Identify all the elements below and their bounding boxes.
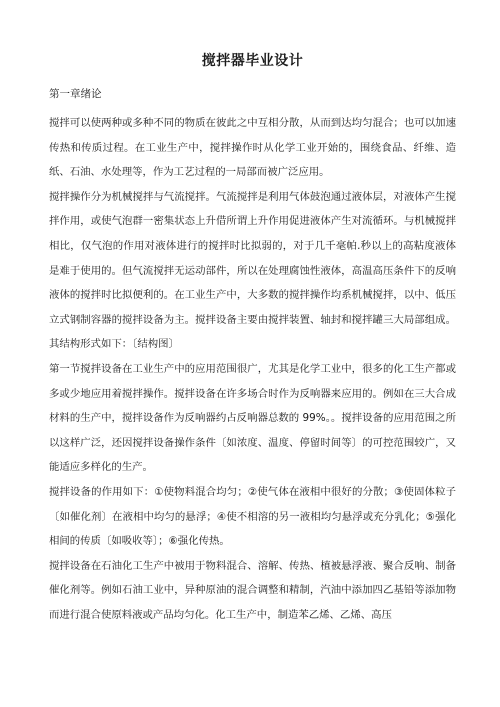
paragraph-intro: 搅拌可以使两种或多种不同的物质在彼此之中互相分散，从而到达均匀混合；也可以加速传热和传质过程。在工业生产中，搅拌操作时从化学工业开始的，围绕食品、纤维、造纸、石油、水处理等，作为工艺过程的一局部而被广泛应用。 [49, 117, 456, 179]
chapter-heading: 第一章绪论 [49, 88, 102, 100]
paragraph-applications: 搅拌设备在石油化工生产中被用于物料混合、溶解、传热、植被悬浮液、聚合反响、制备催化剂等。例如石油工业中，异种原油的混合调整和精制，汽油中添加四乙基铅等添加物而进行混合使原料液或产品均匀化。化工生产中，制造苯乙烯、乙烯、高压 [49, 559, 456, 621]
paragraph-section-one: 第一节搅拌设备在工业生产中的应用范围很广，尤其是化学工业中，很多的化工生产都或多或少地应用着搅拌操作。搅拌设备在许多场合时作为反响器来应用的。例如在三大合成材料的生产中，搅拌设备作为反响器约占反响器总数的 99%。。搅拌设备的应用范围之所以这样广泛，还因搅拌设备操作条件〔如浓度、温度、停留时间等〕的可控范围较广，又能适应多样化的生产。 [49, 362, 456, 474]
paragraph-functions: 搅拌设备的作用如下：①使物料混合均匀；②使气体在液相中很好的分散；③使固体粒子〔如催化剂〕在液相中均匀的悬浮；④使不相溶的另一液相均匀悬浮或充分乳化；⑤强化相间的传质〔如吸收等〕；⑥强化传热。 [49, 485, 456, 548]
document-title: 搅拌器毕业设计 [201, 53, 304, 69]
paragraph-stirring-types: 搅拌操作分为机械搅拌与气流搅拌。气流搅拌是利用气体鼓泡通过液体层，对液体产生搅拌作用，或使气泡群一密集状态上升借所谓上升作用促进液体产生对流循环。与机械搅拌相比，仅气泡的作用对液体进行的搅拌时比拟弱的，对于几千毫帕.秒以上的高粘度液体是难于使用的。但气流搅拌无运动部件，所以在处理腐蚀性液体，高温高压条件下的反响液体的搅拌时比拟便利的。在工业生产中，大多数的搅拌操作均系机械搅拌，以中、低压立式钢制容器的搅拌设备为主。搅拌设备主要由搅拌装置、轴封和搅拌罐三大局部组成。其结构形式如下：〔结构图〕 [49, 190, 456, 351]
